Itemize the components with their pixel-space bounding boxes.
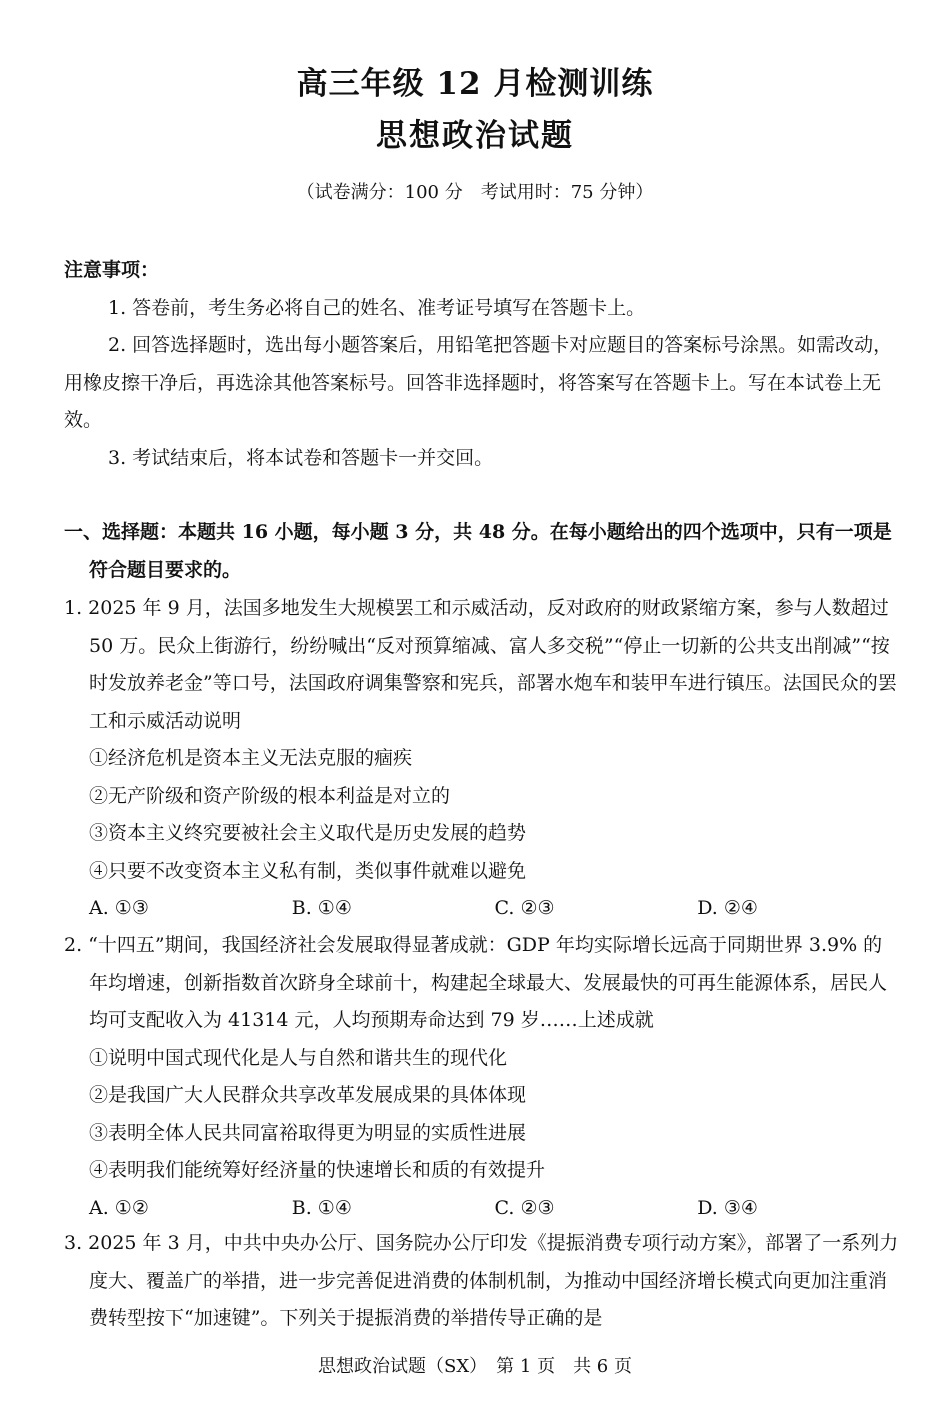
question-3 xyxy=(64,1225,900,1338)
options-row xyxy=(64,890,900,928)
statement: ④表明我们能统筹好经济量的快速增长和质的有效提升 xyxy=(89,1159,546,1181)
section-instructions: 一、选择题：本题共 16 小题，每小题 3 分，共 48 分。在每小题给出的四个选项中，只有一项是符合题目要求的。 xyxy=(64,521,892,581)
statement: ③表明全体人民共同富裕取得更为明显的实质性进展 xyxy=(89,1121,527,1144)
question-stem: 1. 2025 年 9 月，法国多地发生大规模罢工和示威活动，反对政府的财政紧缩方案，参与人数超过 50 万。民众上街游行，纷纷喊出“反对预算缩减、富人多交税”“停止一切新的公共支出削减”“按时发放养老金”等口号，法国政府调集警察和宪兵，部署水炮车和装甲车进行镇压。法国民众的罢工和示威活动说明 xyxy=(64,597,897,732)
statement: ④只要不改变资本主义私有制，类似事件就难以避免 xyxy=(89,859,527,882)
exam-info: （试卷满分：100 分 考试用时：75 分钟） xyxy=(296,182,654,203)
exam-subject: 思想政治试题 xyxy=(376,118,574,154)
notice-item: 3. 考试结束后，将本试卷和答题卡一并交回。 xyxy=(108,446,494,469)
option-a: A. ①② xyxy=(89,1196,149,1219)
notice-item: 1. 答卷前，考生务必将自己的姓名、准考证号填写在答题卡上。 xyxy=(108,296,646,319)
statement: ②是我国广大人民群众共享改革发展成果的具体体现 xyxy=(89,1084,527,1106)
question-1 xyxy=(64,590,900,928)
question-stem: 3. 2025 年 3 月，中共中央办公厅、国务院办公厅印发《提振消费专项行动方案》，部署了一系列力度大、覆盖广的举措，进一步完善促进消费的体制机制，为推动中国经济增长模式向更加注重消费转型按下“加速键”。下列关于提振消费的举措传导正确的是 xyxy=(64,1232,899,1329)
notice-item: 2. 回答选择题时，选出每小题答案后，用铅笔把答题卡对应题目的答案标号涂黑。如需改动，用橡皮擦干净后，再选涂其他答案标号。回答非选择题时，将答案写在答题卡上。写在本试卷上无效。 xyxy=(64,334,893,431)
statement: ②无产阶级和资产阶级的根本利益是对立的 xyxy=(89,784,451,807)
options-row xyxy=(64,1190,900,1228)
option-b: B. ①④ xyxy=(291,1196,352,1219)
page-footer: 思想政治试题（SX） 第 1 页 共 6 页 xyxy=(318,1356,632,1377)
option-c: C. ②③ xyxy=(494,897,555,919)
option-b: B. ①④ xyxy=(291,897,352,919)
statement: ③资本主义终究要被社会主义取代是历史发展的趋势 xyxy=(89,822,527,844)
notice-section xyxy=(64,252,900,477)
statement: ①说明中国式现代化是人与自然和谐共生的现代化 xyxy=(89,1046,508,1069)
option-d: D. ②④ xyxy=(697,897,758,919)
option-c: C. ②③ xyxy=(494,1196,555,1219)
question-stem: 2. “十四五”期间，我国经济社会发展取得显著成就：GDP 年均实际增长远高于同期世界 3.9% 的年均增速，创新指数首次跻身全球前十，构建起全球最大、发展最快的可再生能源体系，居民人均可支配收入为 41314 元，人均预期寿命达到 79 岁……上述成就 xyxy=(64,934,888,1031)
section-heading xyxy=(64,514,900,589)
statement: ①经济危机是资本主义无法克服的痼疾 xyxy=(89,747,413,769)
notice-heading: 注意事项： xyxy=(64,259,160,281)
exam-title: 高三年级 12 月检测训练 xyxy=(296,66,654,102)
option-a: A. ①③ xyxy=(89,897,149,919)
option-d: D. ③④ xyxy=(697,1196,758,1219)
question-2 xyxy=(64,927,900,1227)
